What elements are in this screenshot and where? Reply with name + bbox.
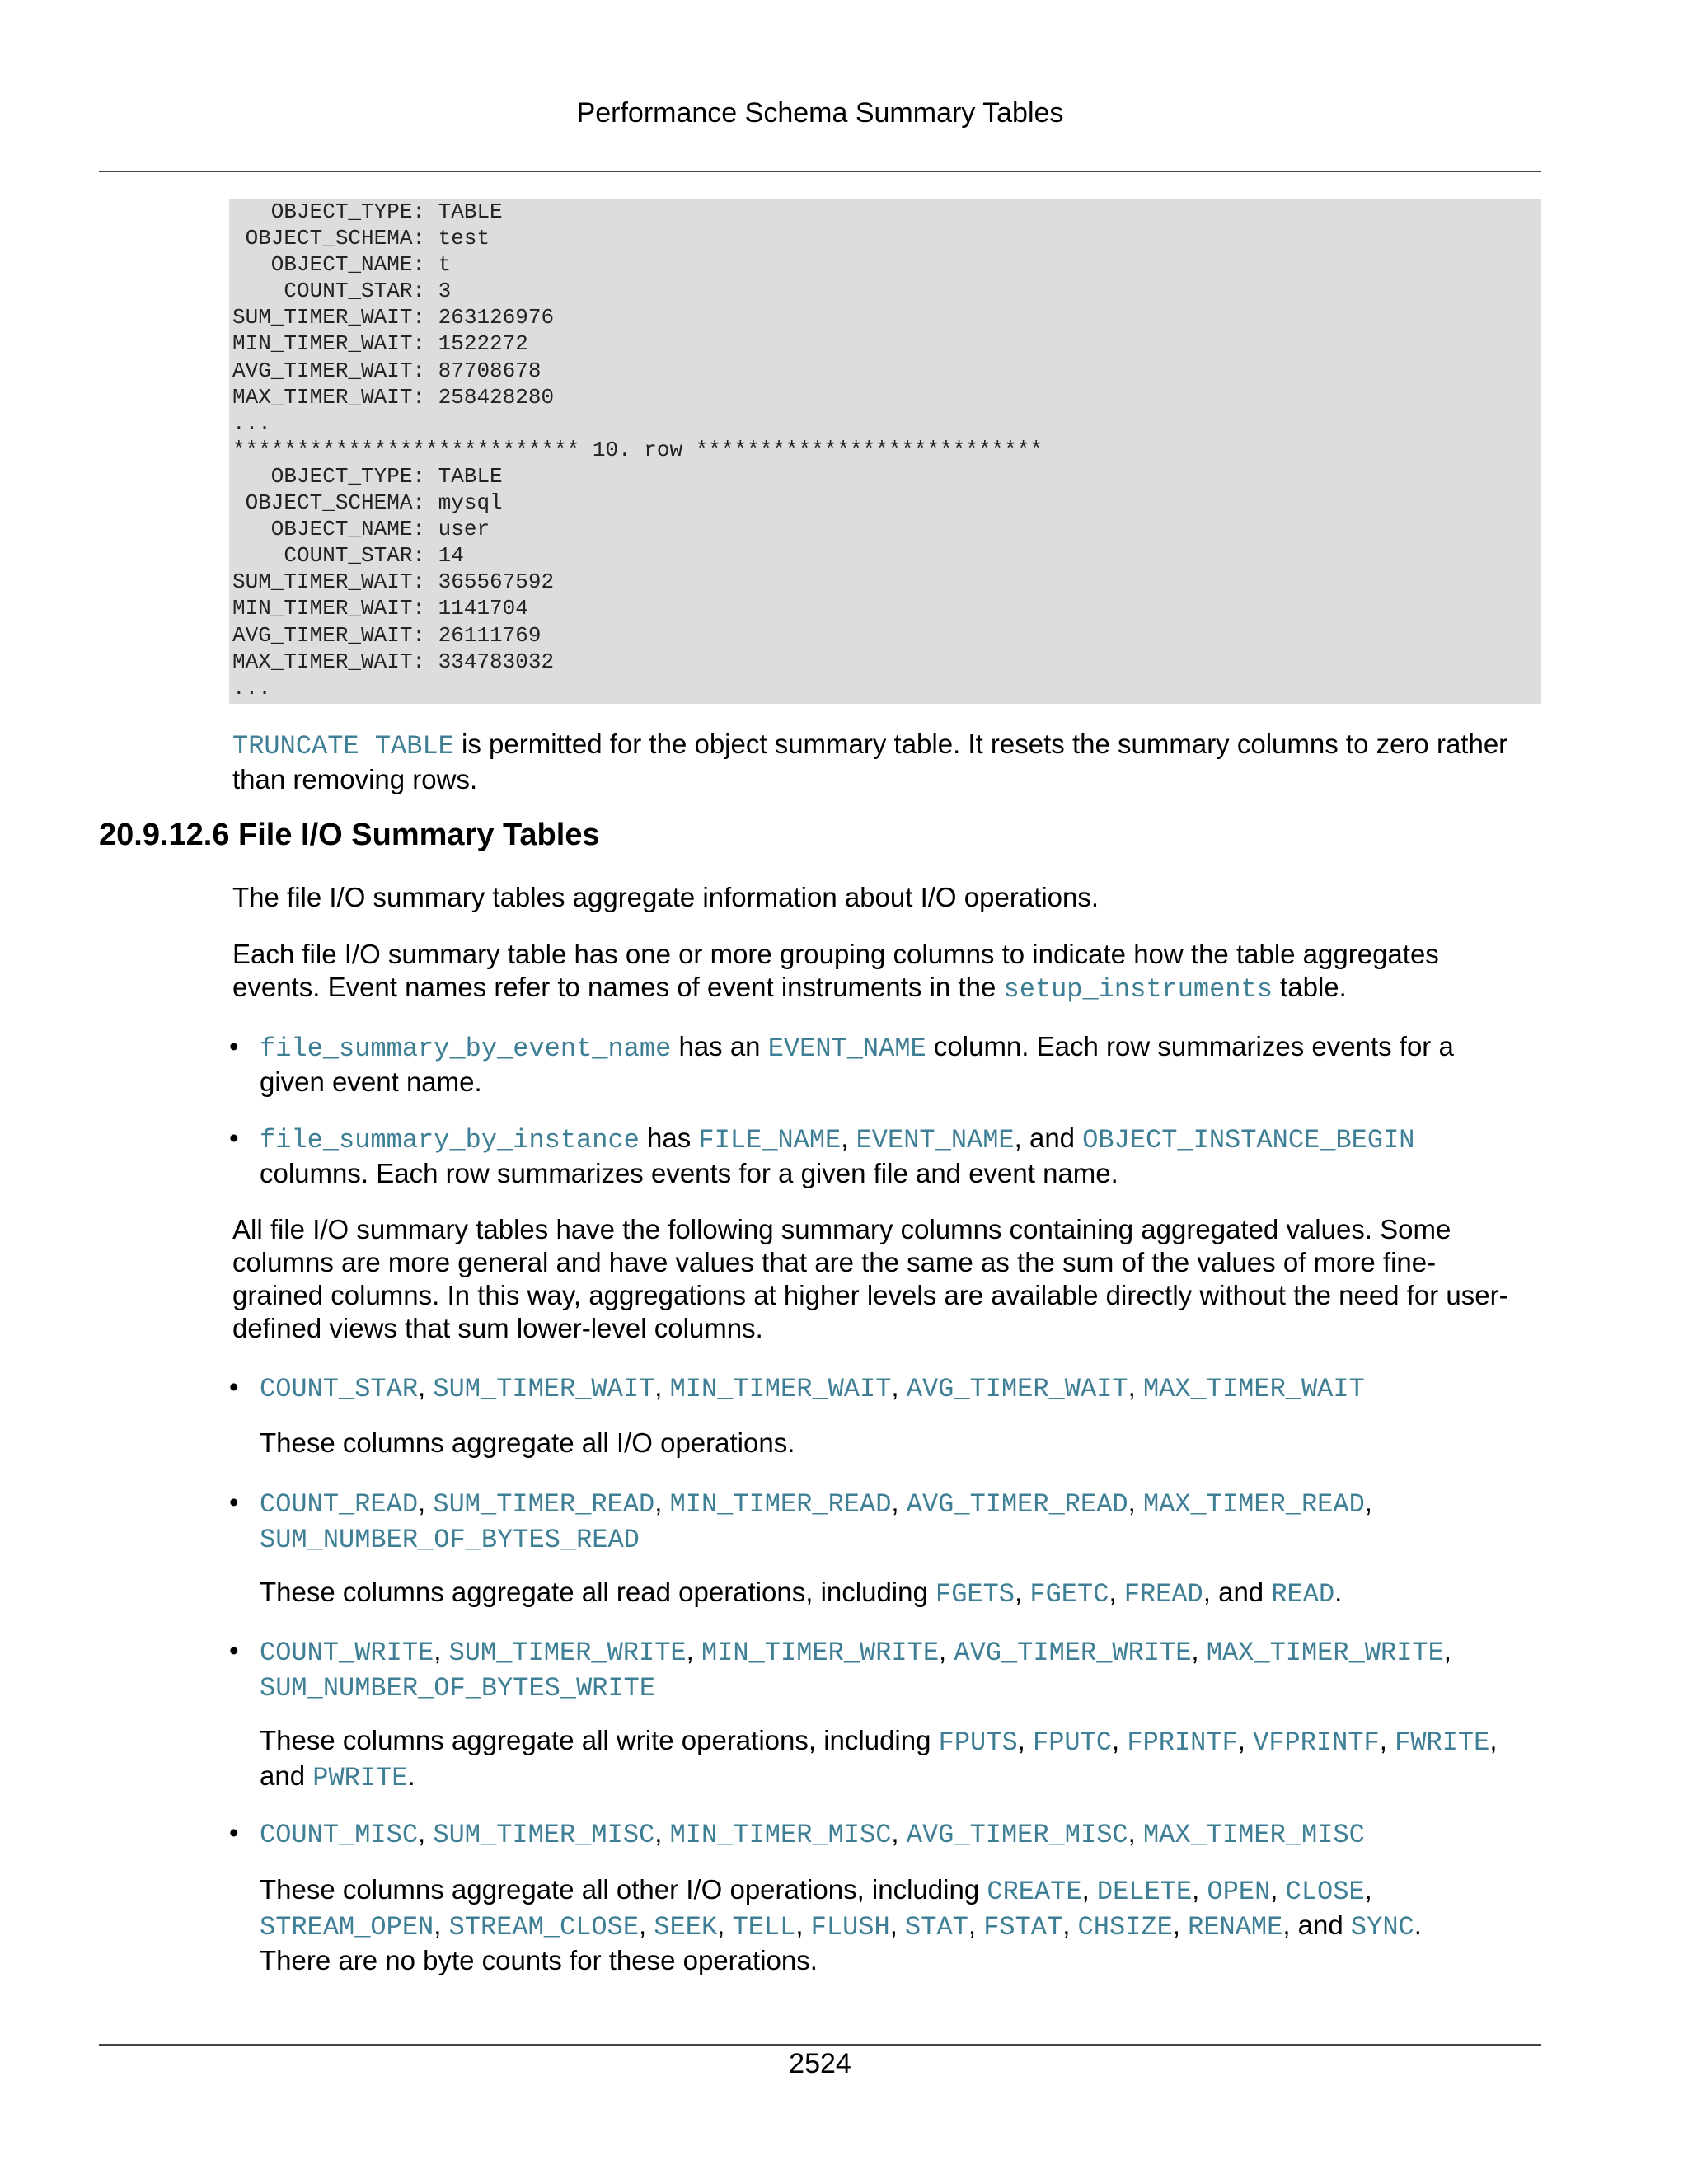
summary-paragraph [232, 1213, 1543, 1345]
sum-timer-misc-link[interactable]: SUM_TIMER_MISC [433, 1820, 655, 1850]
truncate-text: is permitted for the object summary table. It resets the summary columns to zero rather [453, 729, 1508, 759]
section-heading: 20.9.12.6 File I/O Summary Tables [99, 818, 600, 852]
separator-text: , [1172, 1910, 1189, 1940]
wait-description: These columns aggregate all I/O operations. [260, 1427, 795, 1458]
sum-timer-read-link[interactable]: SUM_TIMER_READ [433, 1489, 655, 1520]
fwrite-link[interactable]: FWRITE [1395, 1727, 1490, 1758]
setup-instruments-link[interactable]: setup_instruments [1003, 974, 1273, 1005]
count-star-link[interactable]: COUNT_STAR [260, 1374, 419, 1404]
separator-text: , [939, 1635, 954, 1666]
bullet2-line2: columns. Each row summarizes events for a given file and event name. [260, 1158, 1118, 1188]
write-columns-line1 [260, 1635, 1451, 1666]
count-misc-link[interactable]: COUNT_MISC [260, 1820, 419, 1850]
wait-columns [260, 1371, 1545, 1406]
separator-text: , and [1282, 1910, 1351, 1940]
count-write-link[interactable]: COUNT_WRITE [260, 1638, 434, 1668]
summary-line: grained columns. In this way, aggregations at higher levels are available directly without the need for user- [232, 1280, 1508, 1310]
separator-text: , [654, 1371, 670, 1402]
sum-timer-write-link[interactable]: SUM_TIMER_WRITE [448, 1638, 687, 1668]
separator-text: , [1017, 1725, 1033, 1755]
avg-timer-misc-link[interactable]: AVG_TIMER_MISC [906, 1820, 1128, 1850]
bullet-dot: • [229, 1635, 239, 1666]
separator-text: , [654, 1817, 670, 1848]
separator-text: , [1015, 1577, 1030, 1607]
grouping-paragraph [232, 938, 1543, 1006]
separator-text: , [1270, 1874, 1286, 1905]
separator-text: , [968, 1910, 984, 1940]
count-read-link[interactable]: COUNT_READ [260, 1489, 419, 1520]
flush-link[interactable]: FLUSH [810, 1912, 890, 1943]
bullet-dot: • [229, 1487, 239, 1517]
separator-text: , and [1203, 1577, 1272, 1607]
separator-text: , [1128, 1487, 1143, 1517]
min-timer-write-link[interactable]: MIN_TIMER_WRITE [701, 1638, 940, 1668]
avg-timer-read-link[interactable]: AVG_TIMER_READ [906, 1489, 1128, 1520]
separator-text: These columns aggregate all other I/O operations, including [260, 1874, 987, 1905]
separator-text: These columns aggregate all read operations, including [260, 1577, 936, 1607]
avg-timer-wait-link[interactable]: AVG_TIMER_WAIT [906, 1374, 1128, 1404]
fgetc-link[interactable]: FGETC [1029, 1579, 1109, 1610]
fread-link[interactable]: FREAD [1123, 1579, 1203, 1610]
tell-link[interactable]: TELL [732, 1912, 796, 1943]
separator-text: , [1109, 1577, 1124, 1607]
open-link[interactable]: OPEN [1207, 1877, 1271, 1907]
write-description [260, 1724, 1545, 1795]
code-block-text: OBJECT_TYPE: TABLE OBJECT_SCHEMA: test OBJECT_NAME: t COUNT_STAR: 3 SUM_TIMER_WAIT: 263126976 MIN_TIMER_WAIT: 1522272 AVG_TIMER_WAIT: 87708678 MAX_TIMER_WAIT: 258428280 ... *************************** 10. row *************************** OBJECT_TYPE: TABLE OBJECT_SCHEMA: mysql OBJECT_NAME: user COUNT_STAR: 14 SUM_TIMER_WAIT: 365567592 MIN_TIMER_WAIT: 1141704 AVG_TIMER_WAIT: 26111769 MAX_TIMER_WAIT: 334783032 ... [232, 199, 1043, 701]
code-block [229, 199, 1541, 704]
delete-link[interactable]: DELETE [1096, 1877, 1193, 1907]
event-name-link[interactable]: EVENT_NAME [767, 1033, 926, 1064]
separator-text: , [795, 1910, 811, 1940]
max-timer-wait-link[interactable]: MAX_TIMER_WAIT [1142, 1374, 1365, 1404]
separator-text: , [891, 1817, 907, 1848]
fprintf-link[interactable]: FPRINTF [1127, 1727, 1238, 1758]
summary-line: defined views that sum lower-level columns. [232, 1313, 763, 1343]
bullet-dot: • [229, 1122, 239, 1153]
separator-text: , [891, 1371, 907, 1402]
min-timer-misc-link[interactable]: MIN_TIMER_MISC [669, 1820, 892, 1850]
fputc-link[interactable]: FPUTC [1033, 1727, 1113, 1758]
avg-timer-write-link[interactable]: AVG_TIMER_WRITE [954, 1638, 1192, 1668]
fputs-link[interactable]: FPUTS [938, 1727, 1018, 1758]
intro-paragraph: The file I/O summary tables aggregate information about I/O operations. [232, 882, 1100, 912]
max-timer-read-link[interactable]: MAX_TIMER_READ [1142, 1489, 1365, 1520]
summary-line: All file I/O summary tables have the following summary columns containing aggregated values. Some [232, 1214, 1451, 1244]
file-summary-by-event-name-link[interactable]: file_summary_by_event_name [260, 1033, 672, 1064]
truncate-table-link[interactable]: TRUNCATE TABLE [232, 731, 454, 762]
bullet-event-name [260, 1030, 1545, 1099]
max-timer-write-link[interactable]: MAX_TIMER_WRITE [1206, 1638, 1444, 1668]
grouping-line2-end: table. [1272, 972, 1347, 1002]
separator-text: , [418, 1371, 434, 1402]
truncate-text-line2: than removing rows. [232, 764, 478, 794]
file-name-link[interactable]: FILE_NAME [698, 1125, 842, 1155]
separator-text: , [889, 1910, 906, 1940]
close-link[interactable]: CLOSE [1285, 1877, 1365, 1907]
grouping-line1: Each file I/O summary table has one or more grouping columns to indicate how the table aggregates [232, 939, 1439, 969]
object-instance-begin-link[interactable]: OBJECT_INSTANCE_BEGIN [1082, 1125, 1415, 1155]
separator-text: , [1364, 1487, 1372, 1517]
separator-text: , [1379, 1725, 1395, 1755]
page-number: 2524 [789, 2048, 851, 2079]
separator-text: , [1112, 1725, 1128, 1755]
separator-text: , [1489, 1725, 1498, 1755]
bullet2-text: has [639, 1122, 699, 1153]
pwrite-link[interactable]: PWRITE [312, 1763, 408, 1793]
separator-text: , [639, 1910, 654, 1940]
separator-text: . [407, 1760, 415, 1791]
bullet1-text2: column. Each row summarizes events for a [926, 1031, 1454, 1062]
separator-text: and [260, 1760, 313, 1791]
create-link[interactable]: CREATE [987, 1877, 1082, 1907]
separator-text: , [1443, 1635, 1451, 1666]
bullet1-text: has an [671, 1031, 768, 1062]
separator-text: , [434, 1910, 449, 1940]
summary-line: columns are more general and have values that are the same as the sum of the values of more fine- [232, 1247, 1437, 1277]
seek-link[interactable]: SEEK [654, 1912, 718, 1943]
bullet1-line2: given event name. [260, 1066, 482, 1097]
fstat-link[interactable]: FSTAT [983, 1912, 1063, 1943]
separator-text: These columns aggregate all write operations, including [260, 1725, 939, 1755]
sum-number-of-bytes-read-link[interactable]: SUM_NUMBER_OF_BYTES_READ [260, 1525, 640, 1555]
fgets-link[interactable]: FGETS [935, 1579, 1015, 1610]
sum-number-of-bytes-write-link[interactable]: SUM_NUMBER_OF_BYTES_WRITE [260, 1673, 656, 1704]
max-timer-misc-link[interactable]: MAX_TIMER_MISC [1142, 1820, 1365, 1850]
stream-open-link[interactable]: STREAM_OPEN [260, 1912, 434, 1943]
sum-timer-wait-link[interactable]: SUM_TIMER_WAIT [433, 1374, 655, 1404]
separator-text: , [1081, 1874, 1097, 1905]
stream-close-link[interactable]: STREAM_CLOSE [448, 1912, 640, 1943]
misc-description [260, 1873, 1545, 1977]
separator-text: . [1414, 1910, 1422, 1940]
separator-text: , [1237, 1725, 1254, 1755]
separator-text: , [1128, 1817, 1143, 1848]
min-timer-wait-link[interactable]: MIN_TIMER_WAIT [669, 1374, 892, 1404]
vfprintf-link[interactable]: VFPRINTF [1253, 1727, 1380, 1758]
footer-rule [99, 2044, 1541, 2046]
separator-text: , [434, 1635, 449, 1666]
bullet2-sep: , [841, 1122, 856, 1153]
rename-link[interactable]: RENAME [1188, 1912, 1283, 1943]
separator-text: , [418, 1487, 434, 1517]
truncate-paragraph [232, 728, 1543, 796]
bullet-instance [260, 1122, 1545, 1190]
separator-text: , [418, 1817, 434, 1848]
header-rule [99, 171, 1541, 172]
read-link[interactable]: READ [1271, 1579, 1335, 1610]
separator-text: , [1364, 1874, 1372, 1905]
separator-text: , [686, 1635, 701, 1666]
separator-text: , [891, 1487, 907, 1517]
separator-text: There are no byte counts for these operations. [260, 1945, 818, 1975]
misc-columns [260, 1816, 1545, 1852]
stat-link[interactable]: STAT [905, 1912, 968, 1943]
read-columns-line1 [260, 1487, 1372, 1520]
min-timer-read-link[interactable]: MIN_TIMER_READ [669, 1489, 892, 1520]
grouping-line2: events. Event names refer to names of event instruments in the [232, 972, 1004, 1002]
bullet2-and: , and [1014, 1122, 1083, 1153]
separator-text: , [1191, 1635, 1207, 1666]
separator-text: , [1062, 1910, 1078, 1940]
read-columns [260, 1486, 1545, 1557]
chsize-link[interactable]: CHSIZE [1077, 1912, 1173, 1943]
write-columns [260, 1634, 1545, 1705]
page-header: Performance Schema Summary Tables [576, 97, 1064, 129]
separator-text: , [1192, 1874, 1207, 1905]
separator-text: , [717, 1910, 733, 1940]
separator-text: , [1128, 1371, 1143, 1402]
bullet-dot: • [229, 1031, 239, 1062]
bullet-dot: • [229, 1817, 239, 1848]
event-name-link-2[interactable]: EVENT_NAME [856, 1125, 1015, 1155]
separator-text: . [1334, 1577, 1343, 1607]
bullet-dot: • [229, 1371, 239, 1402]
sync-link[interactable]: SYNC [1350, 1912, 1414, 1943]
read-description [260, 1576, 1545, 1611]
separator-text: , [654, 1487, 670, 1517]
file-summary-by-instance-link[interactable]: file_summary_by_instance [260, 1125, 640, 1155]
